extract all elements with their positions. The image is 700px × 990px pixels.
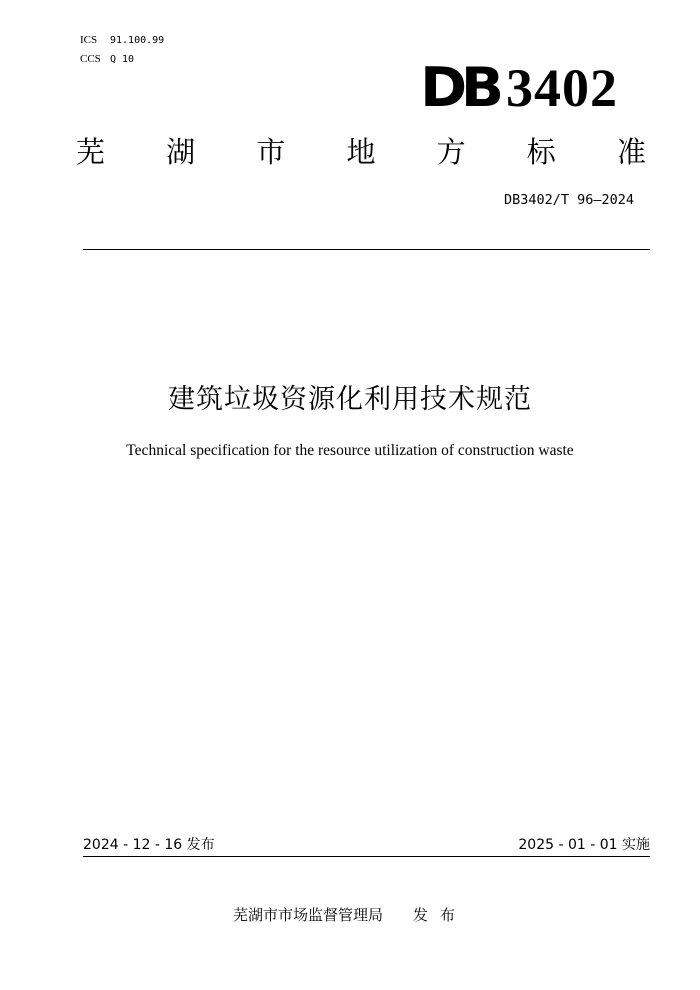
ics-line <box>80 33 164 48</box>
implementation-date: 2025 - 01 - 01 实施 <box>518 837 650 853</box>
db-logo-number: 3402 <box>506 58 618 118</box>
standard-code: DB3402/T 96—2024 <box>503 192 634 208</box>
publisher-action: 发布 <box>413 906 468 924</box>
standard-kind-char: 湖 <box>166 135 196 169</box>
standard-kind-heading <box>76 134 646 170</box>
publisher-line <box>0 905 700 925</box>
bottom-divider <box>83 856 650 857</box>
document-title-english: Technical specification for the resource utilization of construction waste <box>126 442 574 459</box>
document-title-chinese: 建筑垃圾资源化利用技术规范 <box>168 384 532 415</box>
ics-label: ICS <box>80 34 98 46</box>
standard-kind-char: 市 <box>256 135 286 169</box>
standard-kind-char: 准 <box>616 135 646 169</box>
top-divider <box>83 249 650 250</box>
issue-date: 2024 - 12 - 16 发布 <box>83 837 215 853</box>
ics-value: 91.100.99 <box>110 35 165 46</box>
standard-kind-char: 标 <box>526 135 556 169</box>
standard-kind-char: 芜 <box>76 135 106 169</box>
standard-kind-char: 地 <box>346 135 376 169</box>
db-logo <box>422 58 618 118</box>
publisher-name: 芜湖市市场监督管理局 <box>232 906 383 924</box>
ccs-label: CCS <box>80 53 101 65</box>
standard-kind-char: 方 <box>436 135 466 169</box>
db-logo-prefix: DB <box>420 56 498 119</box>
ccs-line <box>80 52 134 67</box>
ccs-value: Q 10 <box>110 54 135 65</box>
